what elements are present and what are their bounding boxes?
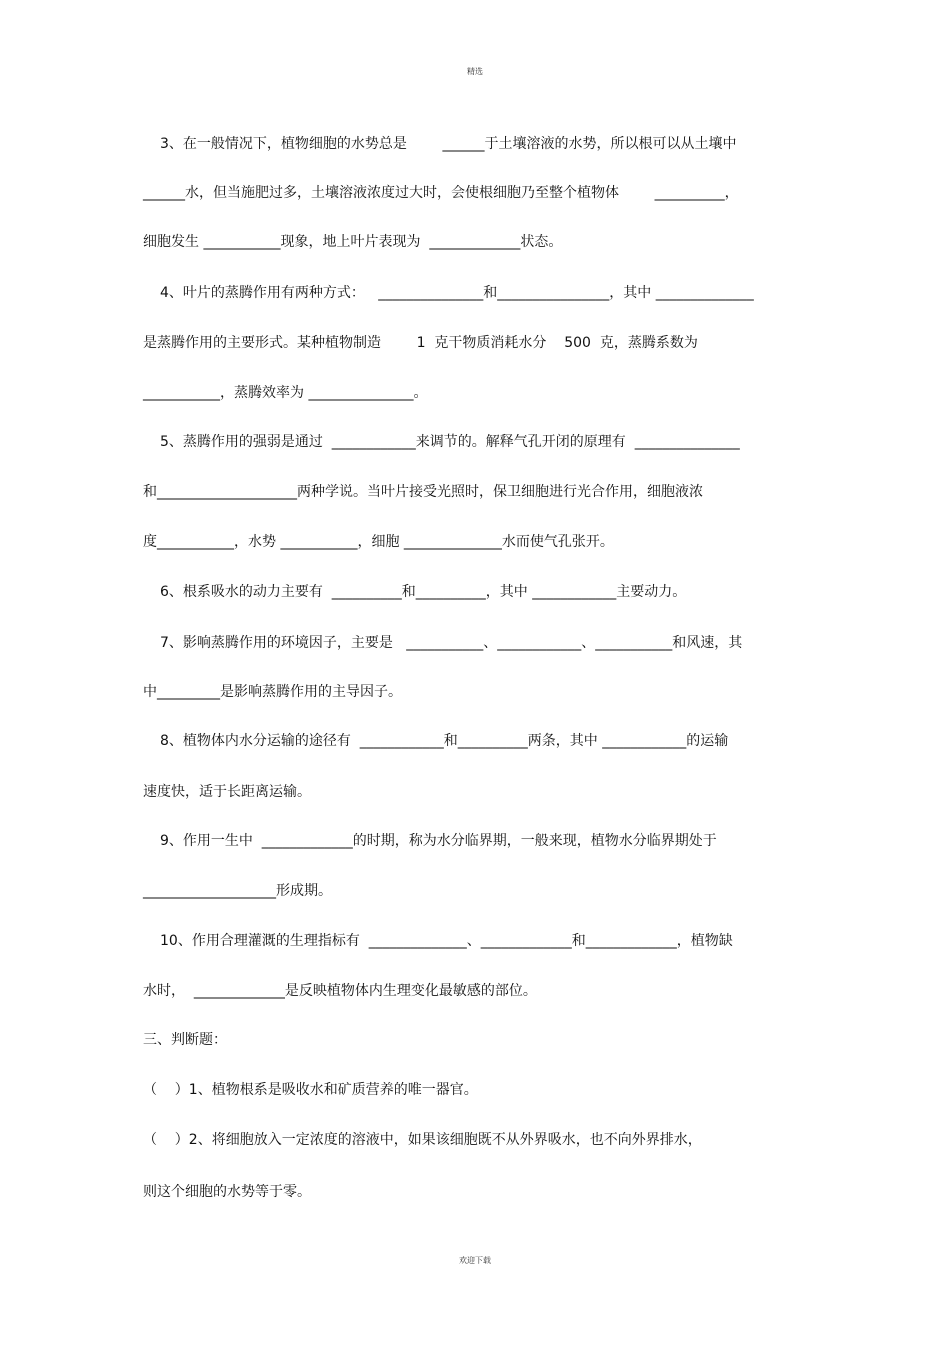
judgement-item-2-line-2: 则这个细胞的水势等于零。 bbox=[143, 1184, 311, 1200]
q4-line-2: 是蒸腾作用的主要形式。某种植物制造 1 克干物质消耗水分 500 克，蒸腾系数为 bbox=[143, 335, 698, 351]
q3-line-3: 细胞发生 ___________现象，地上叶片表现为 _____________状态。 bbox=[143, 234, 563, 250]
q8-line-1: 8、植物体内水分运输的途径有 ____________和__________两条，其中 ____________的运输 bbox=[160, 733, 729, 749]
q10-line-2: 水时， _____________是反映植物体内生理变化最敏感的部位。 bbox=[143, 983, 537, 999]
q7-line-1: 7、影响蒸腾作用的环境因子，主要是 ___________、____________、___________和风速，其 bbox=[160, 635, 743, 651]
q3-line-1: 3、在一般情况下，植物细胞的水势总是 ______于土壤溶液的水势，所以根可以从土壤中 bbox=[160, 136, 737, 152]
q8-line-2: 速度快，适于长距离运输。 bbox=[143, 784, 311, 800]
q10-line-1: 10、作用合理灌溉的生理指标有 ______________、_____________和_____________，植物缺 bbox=[160, 933, 733, 949]
q9-line-1: 9、作用一生中 _____________的时期，称为水分临界期，一般来现，植物水分临界期处于 bbox=[160, 833, 717, 849]
q5-line-1: 5、蒸腾作用的强弱是通过 ____________来调节的。解释气孔开闭的原理有 _______________ bbox=[160, 434, 740, 450]
q6-line-1: 6、根系吸水的动力主要有 __________和__________，其中 ____________主要动力。 bbox=[160, 584, 687, 600]
q7-line-2: 中_________是影响蒸腾作用的主导因子。 bbox=[143, 684, 402, 700]
q4-line-3: ___________，蒸腾效率为 _______________。 bbox=[143, 385, 428, 401]
q4-line-1: 4、叶片的蒸腾作用有两种方式： _______________和________________，其中 ______________ bbox=[160, 285, 754, 301]
q5-line-3: 度___________，水势 ___________，细胞 ______________水而使气孔张开。 bbox=[143, 534, 614, 550]
q3-line-2: ______水，但当施肥过多，土壤溶液浓度过大时，会使根细胞乃至整个植物体 __________， bbox=[143, 185, 739, 201]
page-header: 精选 bbox=[467, 67, 483, 76]
section-title-judgement: 三、判断题： bbox=[143, 1032, 227, 1048]
q9-line-2: ___________________形成期。 bbox=[143, 883, 332, 899]
page-footer: 欢迎下载 bbox=[459, 1256, 491, 1265]
q5-line-2: 和____________________两种学说。当叶片接受光照时，保卫细胞进行光合作用，细胞液浓 bbox=[143, 484, 703, 500]
judgement-item-1: （ ）1、植物根系是吸收水和矿质营养的唯一器官。 bbox=[143, 1082, 478, 1098]
judgement-item-2-line-1: （ ）2、将细胞放入一定浓度的溶液中，如果该细胞既不从外界吸水，也不向外界排水， bbox=[143, 1132, 702, 1148]
